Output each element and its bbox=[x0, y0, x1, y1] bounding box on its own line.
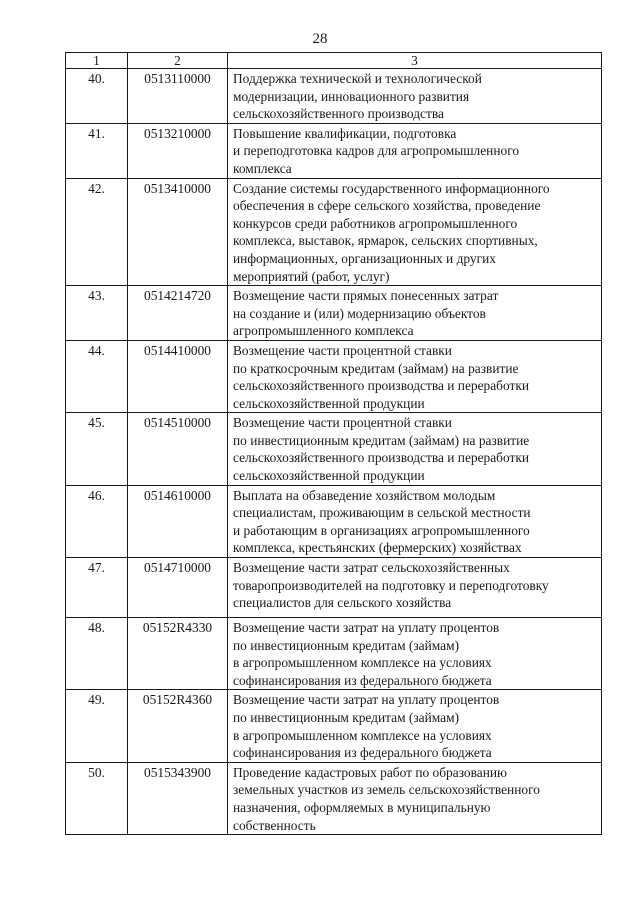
article-name-line: специалистов для сельского хозяйства bbox=[233, 595, 452, 611]
article-name-line: обеспечения в сфере сельского хозяйства, проведение bbox=[233, 198, 541, 214]
article-name-line: информационных, организационных и других bbox=[233, 250, 496, 266]
article-name-line: сельскохозяйственной продукции bbox=[233, 468, 425, 484]
row-number: 49. bbox=[66, 690, 128, 762]
row-number: 40. bbox=[66, 69, 128, 124]
row-number: 45. bbox=[66, 413, 128, 485]
article-name-line: на создание и (или) модернизацию объектов bbox=[233, 305, 486, 321]
article-name bbox=[228, 123, 602, 178]
article-name bbox=[228, 340, 602, 412]
table-row bbox=[66, 618, 602, 690]
row-number: 41. bbox=[66, 123, 128, 178]
article-name-line: комплекса, крестьянских (фермерских) хозяйствах bbox=[233, 540, 522, 556]
article-name-line: и переподготовка кадров для агропромышленного bbox=[233, 143, 520, 159]
article-name-line: сельскохозяйственного производства bbox=[233, 106, 444, 122]
table-body bbox=[66, 69, 602, 835]
article-name-line: сельскохозяйственного производства и переработки bbox=[233, 450, 530, 466]
table-row bbox=[66, 340, 602, 412]
target-article-code: 0514510000 bbox=[128, 413, 228, 485]
table-row bbox=[66, 286, 602, 341]
article-name-line: в агропромышленном комплексе на условиях bbox=[233, 655, 492, 671]
target-article-code: 0514710000 bbox=[128, 558, 228, 618]
article-name-line: софинансирования из федерального бюджета bbox=[233, 672, 492, 688]
table-row bbox=[66, 178, 602, 286]
article-name-line: Создание системы государственного информационного bbox=[233, 180, 550, 196]
article-name-line: в агропромышленном комплексе на условиях bbox=[233, 727, 492, 743]
article-name bbox=[228, 69, 602, 124]
budget-classification-table bbox=[65, 52, 602, 835]
table-row bbox=[66, 69, 602, 124]
article-name bbox=[228, 690, 602, 762]
article-name bbox=[228, 618, 602, 690]
row-number: 43. bbox=[66, 286, 128, 341]
row-number: 42. bbox=[66, 178, 128, 286]
article-name-line: по инвестиционным кредитам (займам) bbox=[233, 710, 460, 725]
target-article-code: 0514410000 bbox=[128, 340, 228, 412]
table-header-row bbox=[66, 53, 602, 69]
article-name-line: товаропроизводителей на подготовку и переподготовку bbox=[233, 577, 549, 593]
article-name-line: сельскохозяйственной продукции bbox=[233, 395, 425, 411]
row-number: 44. bbox=[66, 340, 128, 412]
article-name-line: по краткосрочным кредитам (займам) на развитие bbox=[233, 360, 519, 376]
article-name-line: по инвестиционным кредитам (займам) bbox=[233, 637, 460, 653]
article-name-line: специалистам, проживающим в сельской местности bbox=[233, 505, 531, 521]
article-name-line: Возмещение части процентной ставки bbox=[233, 415, 452, 431]
article-name bbox=[228, 485, 602, 557]
article-name-line: комплекса bbox=[233, 160, 292, 176]
column-header-2: 2 bbox=[128, 53, 228, 69]
row-number: 50. bbox=[66, 762, 128, 834]
article-name-line: назначения, оформляемых в муниципальную bbox=[233, 799, 491, 815]
table-row bbox=[66, 690, 602, 762]
target-article-code: 0514214720 bbox=[128, 286, 228, 341]
article-name-line: сельскохозяйственного производства и переработки bbox=[233, 378, 530, 394]
table-row bbox=[66, 123, 602, 178]
target-article-code: 0513410000 bbox=[128, 178, 228, 286]
article-name-line: земельных участков из земель сельскохозяйственного bbox=[233, 782, 540, 798]
article-name-line: конкурсов среди работников агропромышленного bbox=[233, 215, 518, 231]
article-name bbox=[228, 762, 602, 834]
article-name bbox=[228, 286, 602, 341]
article-name-line: собственность bbox=[233, 817, 316, 833]
column-header-1: 1 bbox=[66, 53, 128, 69]
article-name-line: мероприятий (работ, услуг) bbox=[233, 268, 390, 284]
row-number: 48. bbox=[66, 618, 128, 690]
article-name-line: Возмещение части затрат на уплату процентов bbox=[233, 692, 500, 708]
target-article-code: 0513210000 bbox=[128, 123, 228, 178]
page-number: 28 bbox=[312, 31, 328, 47]
row-number: 47. bbox=[66, 558, 128, 618]
article-name bbox=[228, 413, 602, 485]
target-article-code: 05152R4360 bbox=[128, 690, 228, 762]
target-article-code: 0513110000 bbox=[128, 69, 228, 124]
article-name-line: Возмещение части затрат на уплату процентов bbox=[233, 620, 500, 636]
column-header-3: 3 bbox=[228, 53, 602, 69]
table-row bbox=[66, 558, 602, 618]
article-name-line: и работающим в организациях агропромышленного bbox=[233, 522, 530, 538]
target-article-code: 0514610000 bbox=[128, 485, 228, 557]
article-name-line: Возмещение части прямых понесенных затрат bbox=[233, 288, 499, 304]
article-name bbox=[228, 558, 602, 618]
article-name-line: софинансирования из федерального бюджета bbox=[233, 745, 492, 761]
table-row bbox=[66, 762, 602, 834]
row-number: 46. bbox=[66, 485, 128, 557]
article-name-line: Возмещение части процентной ставки bbox=[233, 342, 452, 358]
article-name-line: комплекса, выставок, ярмарок, сельских спортивных, bbox=[233, 233, 538, 249]
table-row bbox=[66, 485, 602, 557]
article-name-line: Выплата на обзаведение хозяйством молодым bbox=[233, 487, 496, 503]
article-name-line: Проведение кадастровых работ по образованию bbox=[233, 764, 508, 780]
table-row bbox=[66, 413, 602, 485]
target-article-code: 05152R4330 bbox=[128, 618, 228, 690]
target-article-code: 0515343900 bbox=[128, 762, 228, 834]
article-name-line: Поддержка технической и технологической bbox=[233, 71, 482, 86]
article-name-line: Повышение квалификации, подготовка bbox=[233, 125, 457, 141]
article-name-line: по инвестиционным кредитам (займам) на развитие bbox=[233, 432, 530, 448]
article-name-line: агропромышленного комплекса bbox=[233, 323, 414, 339]
article-name bbox=[228, 178, 602, 286]
article-name-line: модернизации, инновационного развития bbox=[233, 88, 470, 104]
article-name-line: Возмещение части затрат сельскохозяйственных bbox=[233, 560, 510, 576]
